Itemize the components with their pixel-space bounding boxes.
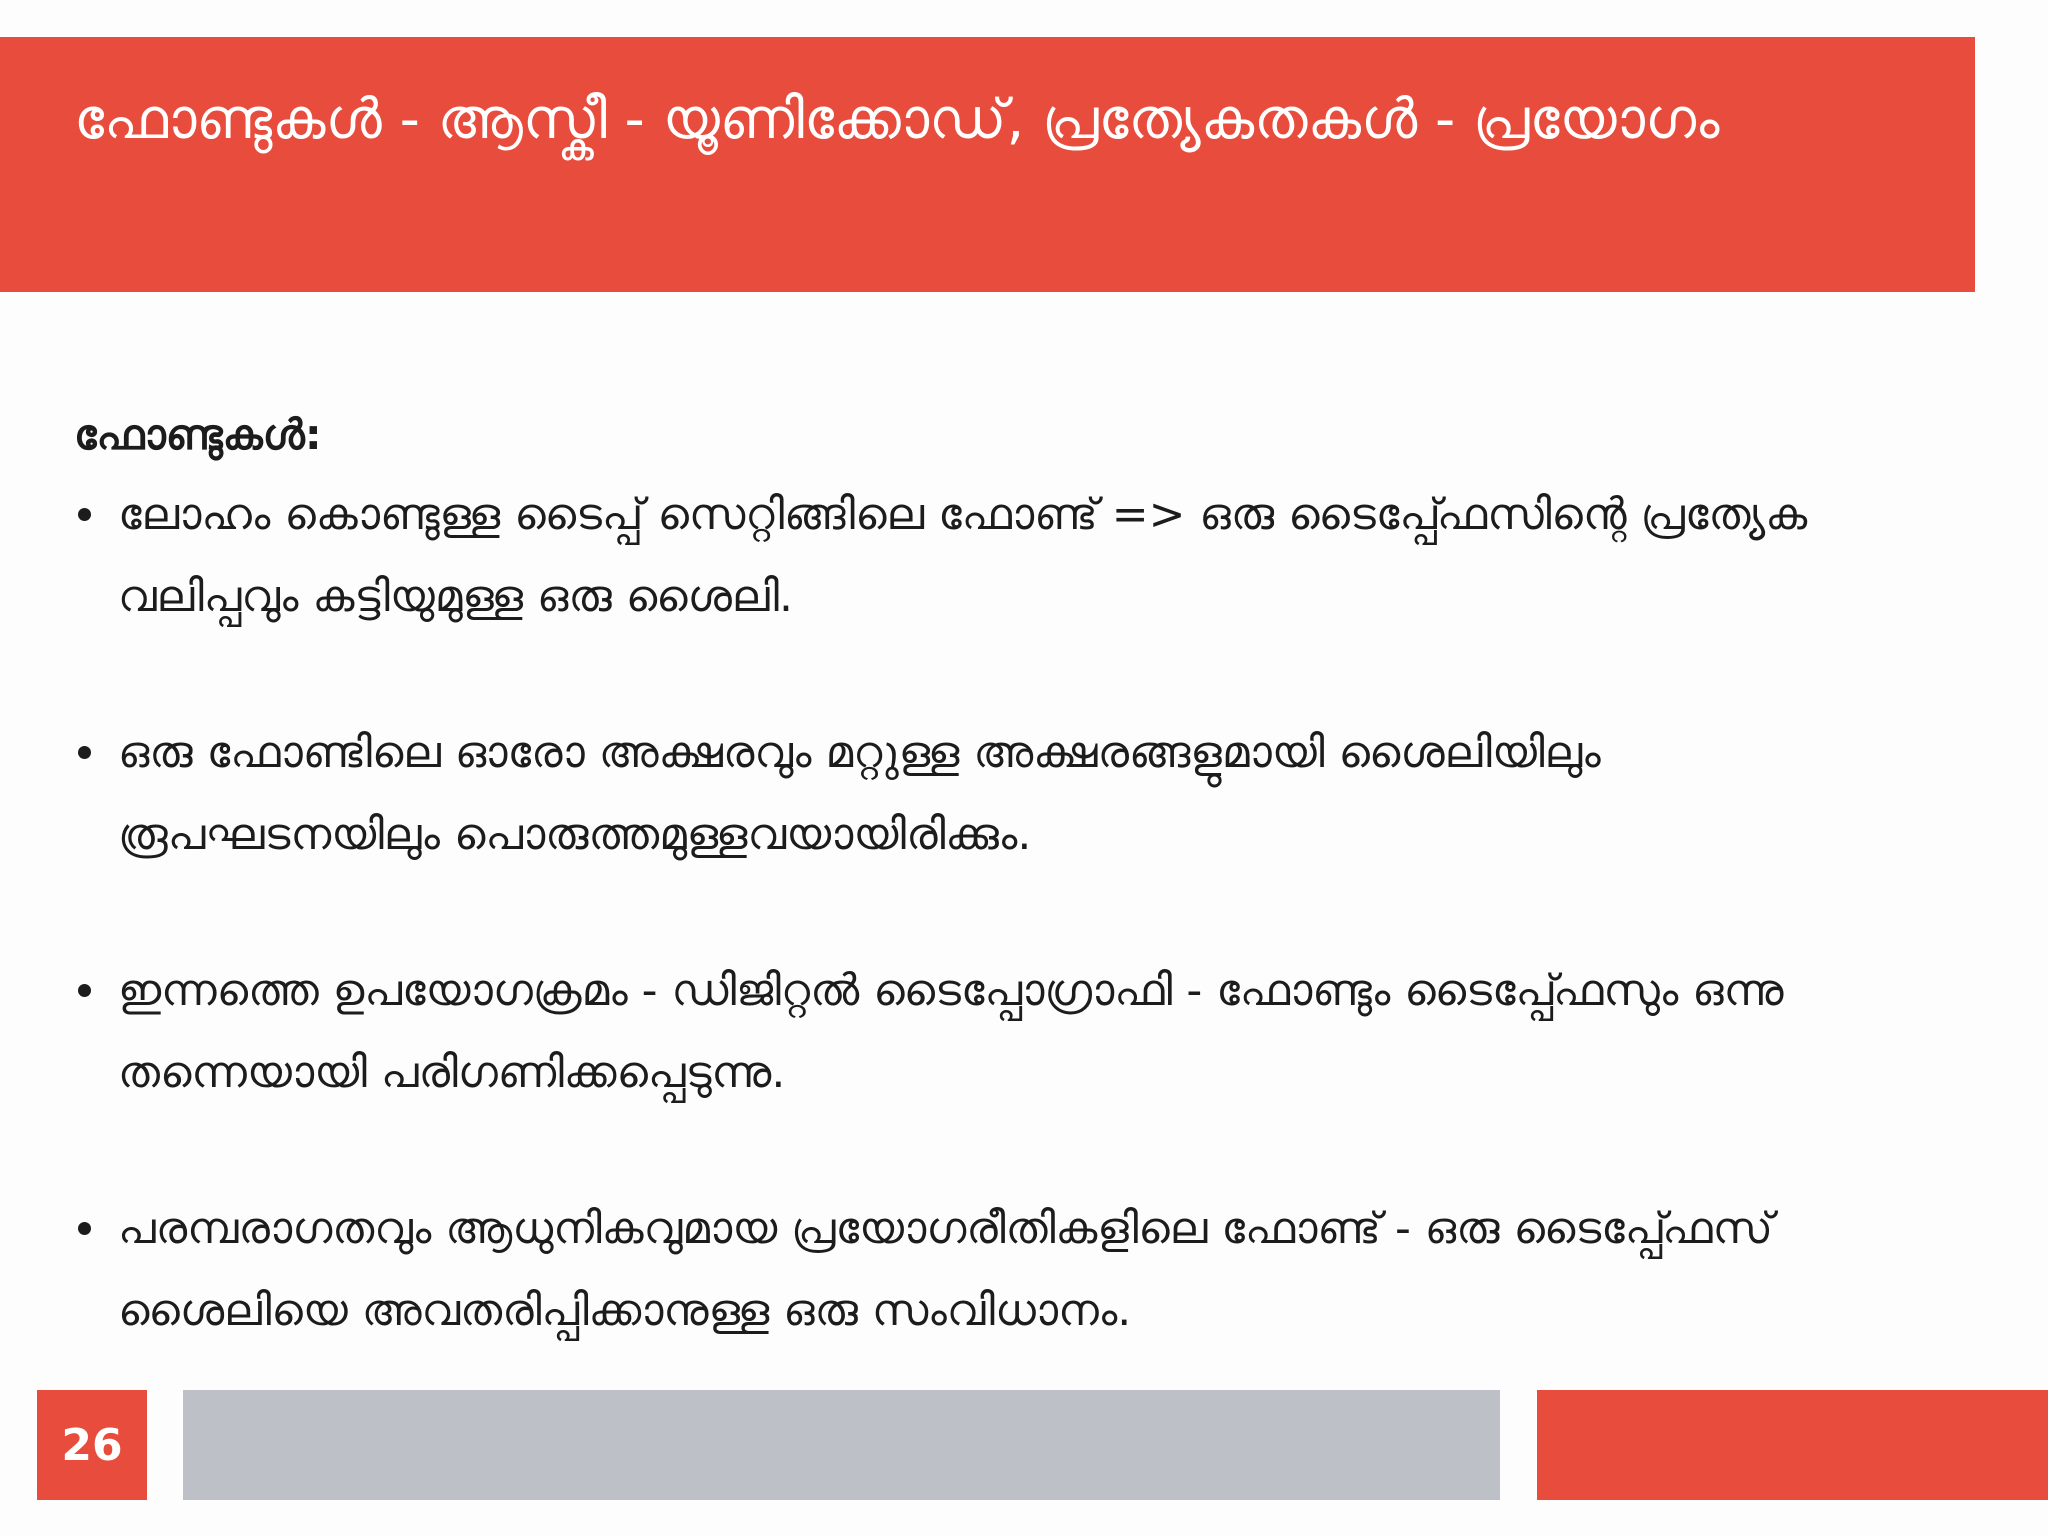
- bullet-text: ലോഹം കൊണ്ടുള്ള ടൈപ്പ് സെറ്റിങ്ങിലെ ഫോണ്ട് => ഒരു ടൈപ്പ്ഫേസിന്റെ പ്രത്യേക വലിപ്പവും കട്ടിയുമുള്ള ഒരു ശൈലി.: [118, 489, 1808, 622]
- bullet-text: ഇന്നത്തെ ഉപയോഗക്രമം - ഡിജിറ്റൽ ടൈപ്പോഗ്രാഫി - ഫോണ്ടും ടൈപ്പ്ഫേസും ഒന്നു തന്നെയായി പരിഗണിക്കപ്പെടുന്നു.: [118, 965, 1784, 1098]
- slide-title: ഫോണ്ടുകൾ - ആസ്കീ - യൂണിക്കോഡ്, പ്രത്യേകതകൾ - പ്രയോഗം: [74, 87, 1720, 152]
- bullet-list: [74, 474, 1914, 1352]
- bullet-dot-icon: [78, 746, 91, 759]
- bullet-item: [74, 474, 1914, 638]
- bullet-dot-icon: [78, 984, 91, 997]
- bullet-item: [74, 950, 1914, 1114]
- title-bar: [0, 37, 1975, 292]
- bullet-text: പരമ്പരാഗതവും ആധുനികവുമായ പ്രയോഗരീതികളിലെ ഫോണ്ട് - ഒരു ടൈപ്പ്ഫേസ് ശൈലിയെ അവതരിപ്പിക്കാനുള്ള ഒരു സംവിധാനം.: [118, 1203, 1773, 1336]
- bullet-item: [74, 1188, 1914, 1352]
- footer-gray-bar: [183, 1390, 1500, 1500]
- slide-content: [74, 400, 1914, 1352]
- bullet-item: [74, 712, 1914, 876]
- page-number: 26: [37, 1390, 147, 1500]
- section-heading: ഫോണ്ടുകൾ:: [74, 410, 322, 459]
- footer-red-bar: [1537, 1390, 2048, 1500]
- bullet-dot-icon: [78, 1222, 91, 1235]
- bullet-dot-icon: [78, 508, 91, 521]
- bullet-text: ഒരു ഫോണ്ടിലെ ഓരോ അക്ഷരവും മറ്റുള്ള അക്ഷരങ്ങളുമായി ശൈലിയിലും രൂപഘടനയിലും പൊരുത്തമുള്ളവയായിരിക്കും.: [118, 727, 1601, 860]
